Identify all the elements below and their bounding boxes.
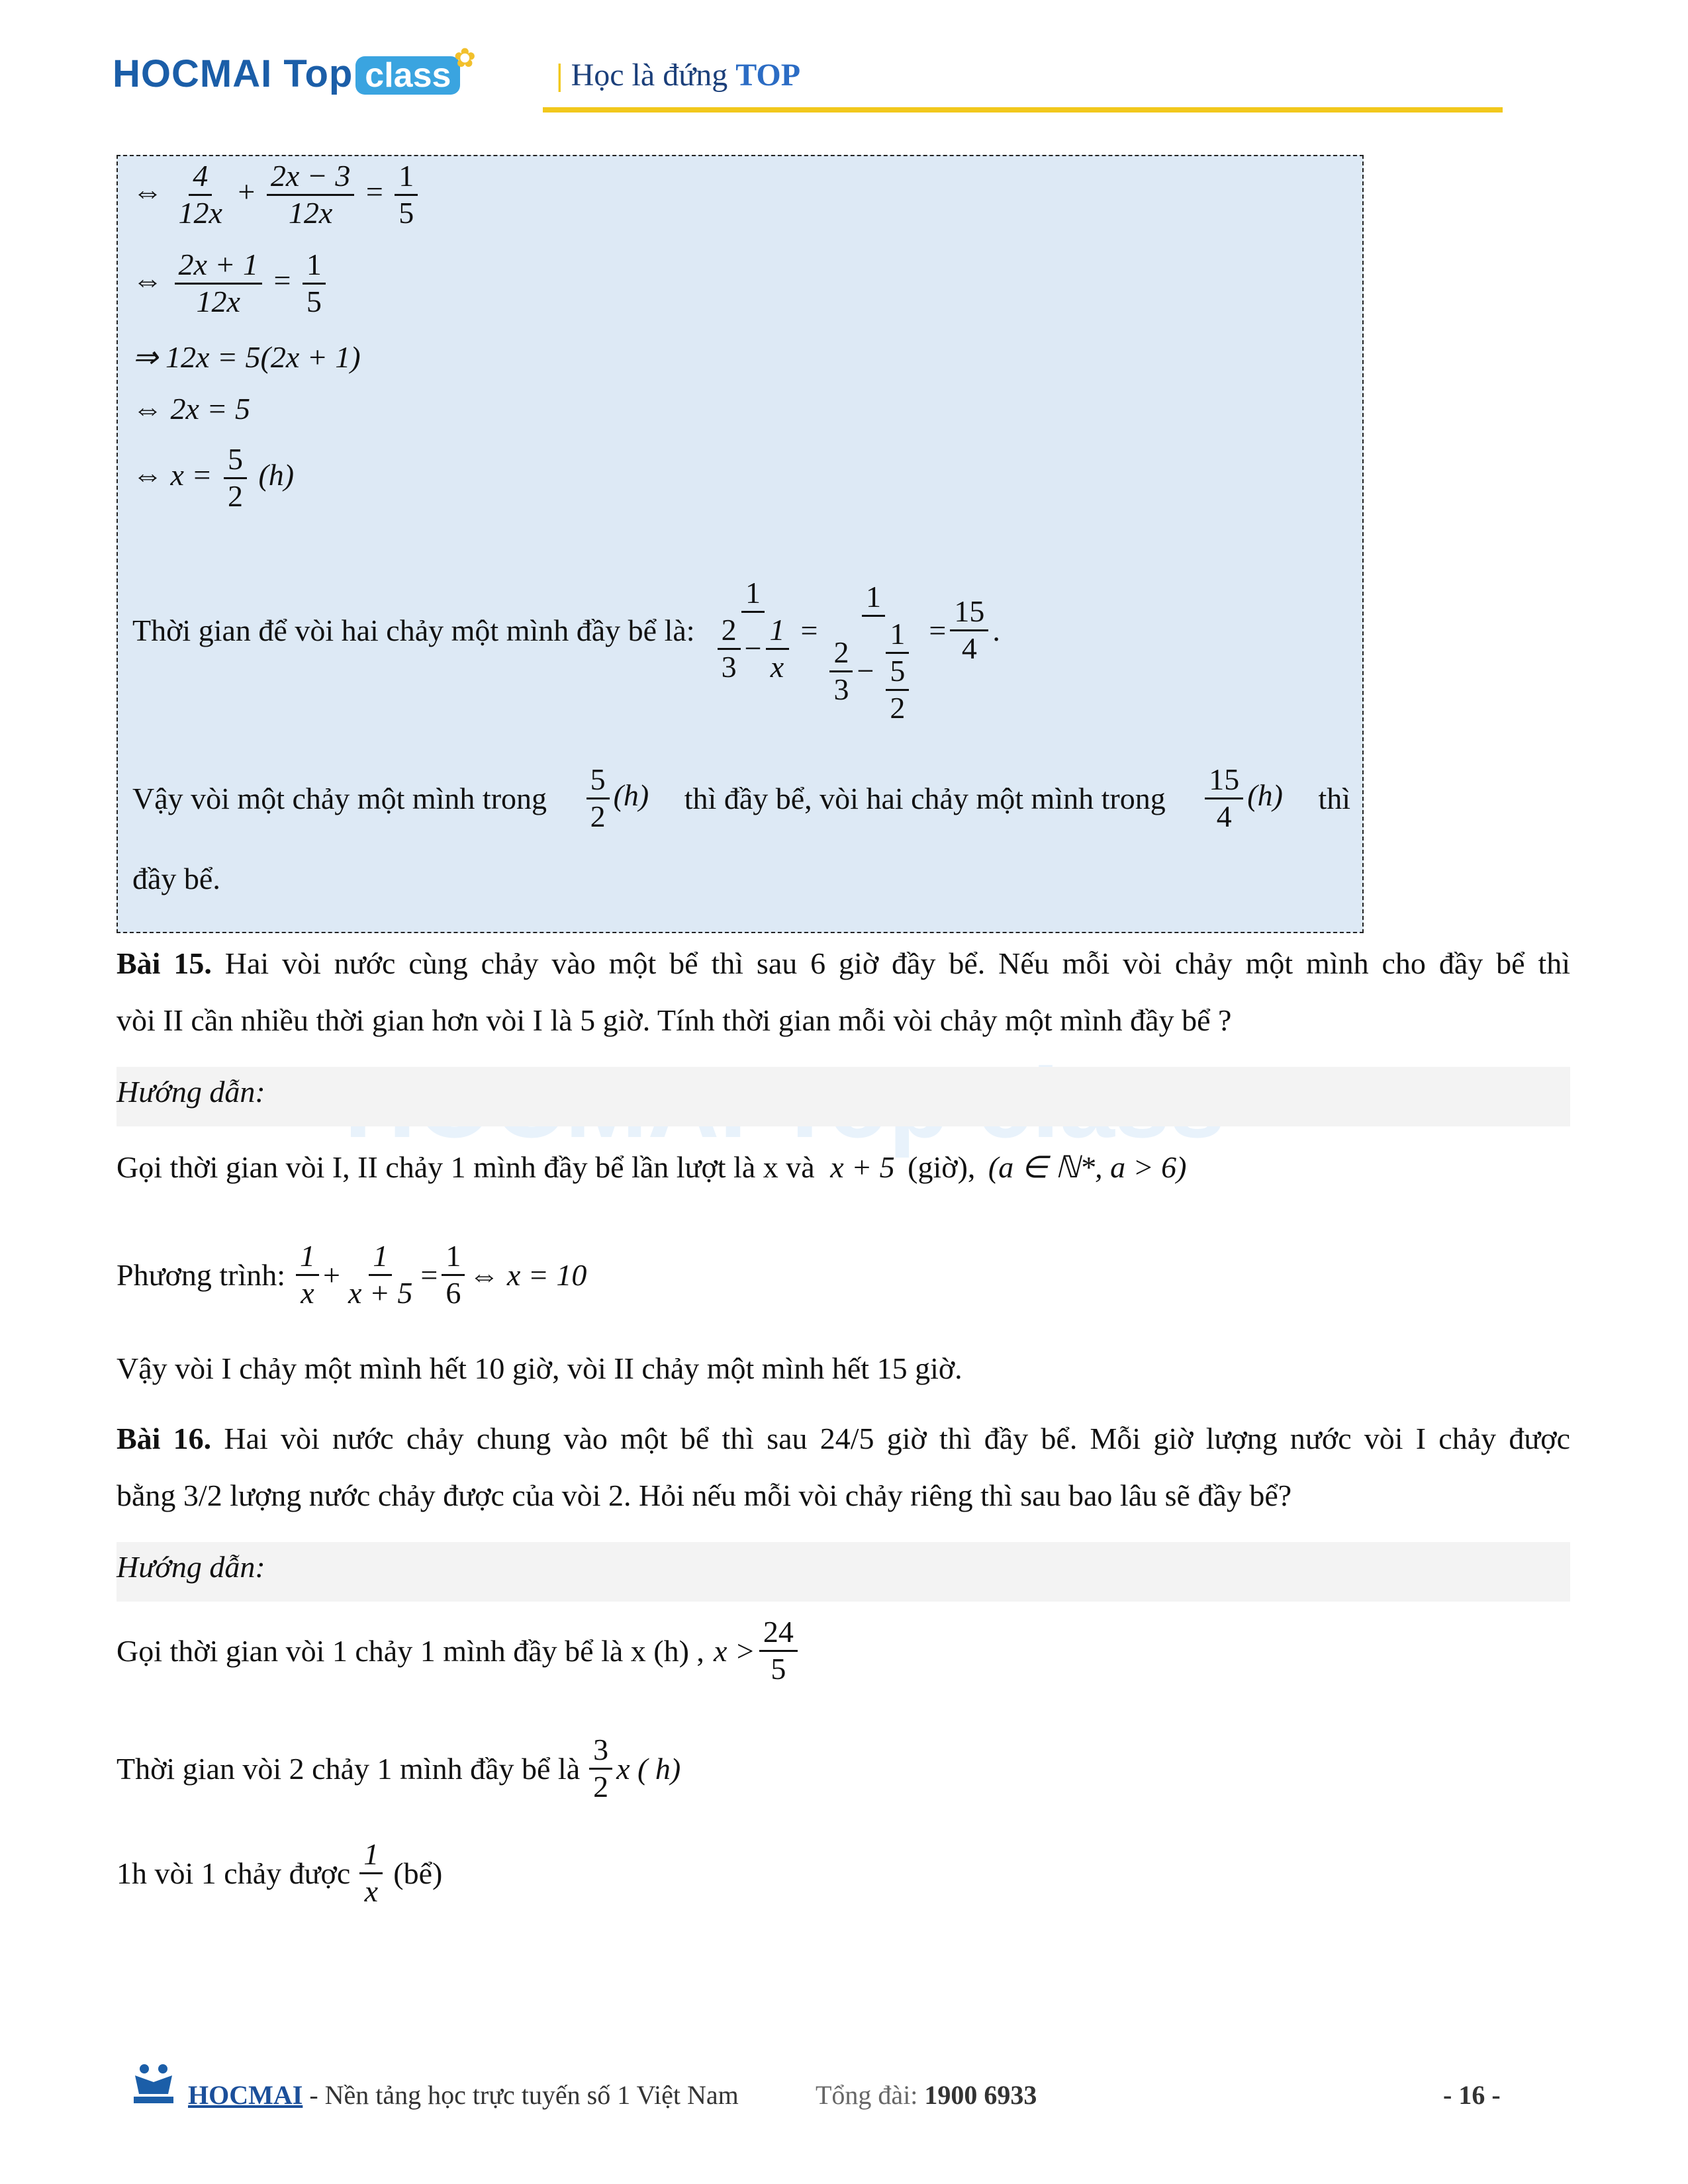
header-logo — [113, 43, 485, 96]
eq-line-4: ⇔ 2x = 5 — [132, 392, 250, 426]
fraction: $\frac{1}{x}$ — [359, 1837, 383, 1909]
guide-band — [117, 1542, 1570, 1602]
fraction: $\frac{5}{2}$ — [586, 762, 610, 835]
eq-line-1: ⇔ $\frac{4}{12x}$ + $\frac{2x - 3}{12x}$ = $\frac{1}{5}$ — [132, 159, 422, 231]
logo-star-icon: ✿ — [453, 43, 476, 73]
bai16-step-1: Gọi thời gian vòi 1 chảy 1 mình đầy bể là x (h) , x > $\frac{24}{5}$ — [117, 1615, 802, 1687]
time-two-line: Thời gian để vòi hai chảy một mình đầy bể là: 1 $\frac{2}{3}$ − $\frac{1}{x}$ = 1 $\frac{2}{3}$ − $\frac{1}{\frac{5}{2}}$ = $\frac{15}{4}$ . — [132, 575, 1000, 725]
bai15-guide-label: Hướng dẫn: — [117, 1075, 265, 1109]
fraction: $\frac{15}{4}$ — [1205, 762, 1243, 835]
compound-fraction-2: 1 $\frac{2}{3}$ − $\frac{1}{\frac{5}{2}}$ — [821, 580, 925, 726]
slogan-bar: | — [556, 58, 563, 93]
fraction: $\frac{1}{5}$ — [395, 159, 418, 231]
bai15-label: Bài 15. — [117, 946, 212, 980]
slogan-text: Học là đứng — [571, 58, 728, 93]
eq-line-5: ⇔ x = $\frac{5}{2}$ (h) — [132, 442, 295, 513]
compound-fraction-1: 1 $\frac{2}{3}$ − $\frac{1}{x}$ — [710, 576, 797, 685]
bai15-question-line-1: Bài 15. Hai vòi nước cùng chảy vào một bể thì sau 6 giờ đầy bể. Nếu mỗi vòi chảy một mình cho đầy bể thì — [117, 946, 1571, 980]
bai16-step-3: 1h vòi 1 chảy được $\frac{1}{x}$ (bể) — [117, 1837, 443, 1908]
fraction: $\frac{1}{6}$ — [442, 1239, 465, 1311]
header-rule — [543, 107, 1503, 113]
fraction: $\frac{15}{4}$ — [950, 594, 988, 666]
conclusion-line: Vậy vòi một chảy một mình trong $\frac{5}{2}$ (h) thì đầy bể, vòi hai chảy một mình trong $\frac{15}{4}$ (h) thì — [132, 762, 1350, 833]
slogan-accent: TOP — [735, 58, 801, 93]
conclusion-line-2: đầy bể. — [132, 862, 220, 895]
footer-hotline: Tổng đài: 1900 6933 — [816, 2080, 1037, 2110]
fraction: $\frac{2x - 3}{12x}$ — [267, 159, 354, 231]
footer-text: HOCMAI - Nền tảng học trực tuyến số 1 Việt Nam — [188, 2080, 739, 2110]
bai15-equation: Phương trình: $\frac{1}{x}$ + $\frac{1}{x + 5}$ = $\frac{1}{6}$ ⇔ x = 10 — [117, 1239, 587, 1310]
bai16-guide-label: Hướng dẫn: — [117, 1550, 265, 1584]
logo-text: HOCMAI Top — [113, 52, 353, 95]
logo-badge: class — [355, 56, 460, 95]
fraction: $\frac{1}{x + 5}$ — [348, 1239, 413, 1310]
footer-logo-icon — [130, 2062, 177, 2106]
page-number: - 16 - — [1443, 2080, 1501, 2110]
fraction: $\frac{3}{2}$ — [589, 1733, 612, 1805]
bai15-question-line-2: vòi II cần nhiều thời gian hơn vòi I là 5 giờ. Tính thời gian mỗi vòi chảy một mình đầy bể ? — [117, 1003, 1232, 1037]
eq-line-2: ⇔ $\frac{2x + 1}{12x}$ = $\frac{1}{5}$ — [132, 248, 330, 320]
bai15-setup: Gọi thời gian vòi I, II chảy 1 mình đầy bể lần lượt là x và x + 5 (giờ), (a ∈ ℕ*, a > 6) — [117, 1150, 1187, 1184]
bai15-answer: Vậy vòi I chảy một mình hết 10 giờ, vòi II chảy một mình hết 15 giờ. — [117, 1351, 962, 1385]
fraction: $\frac{1}{x}$ — [296, 1239, 319, 1311]
bai16-question-line-1: Bài 16. Hai vòi nước chảy chung vào một bể thì sau 24/5 giờ thì đầy bể. Mỗi giờ lượng nước vòi I chảy được — [117, 1422, 1571, 1455]
fraction: $\frac{24}{5}$ — [759, 1615, 798, 1687]
bai16-label: Bài 16. — [117, 1422, 212, 1455]
guide-band — [117, 1067, 1570, 1126]
header-slogan — [556, 57, 800, 93]
fraction: $\frac{2x + 1}{12x}$ — [175, 248, 262, 320]
fraction: $\frac{4}{12x}$ — [178, 159, 222, 230]
footer-brand-link[interactable]: HOCMAI — [188, 2080, 303, 2110]
bai16-question-line-2: bằng 3/2 lượng nước chảy được của vòi 2. Hỏi nếu mỗi vòi chảy riêng thì sau bao lâu sẽ đầy bể? — [117, 1479, 1292, 1512]
fraction: $\frac{5}{2}$ — [224, 442, 247, 514]
fraction: $\frac{1}{5}$ — [303, 248, 326, 320]
bai16-step-2: Thời gian vòi 2 chảy 1 mình đầy bể là $\frac{3}{2}$ x ( h) — [117, 1733, 681, 1803]
eq-line-3: ⇒ 12x = 5(2x + 1) — [132, 340, 361, 374]
